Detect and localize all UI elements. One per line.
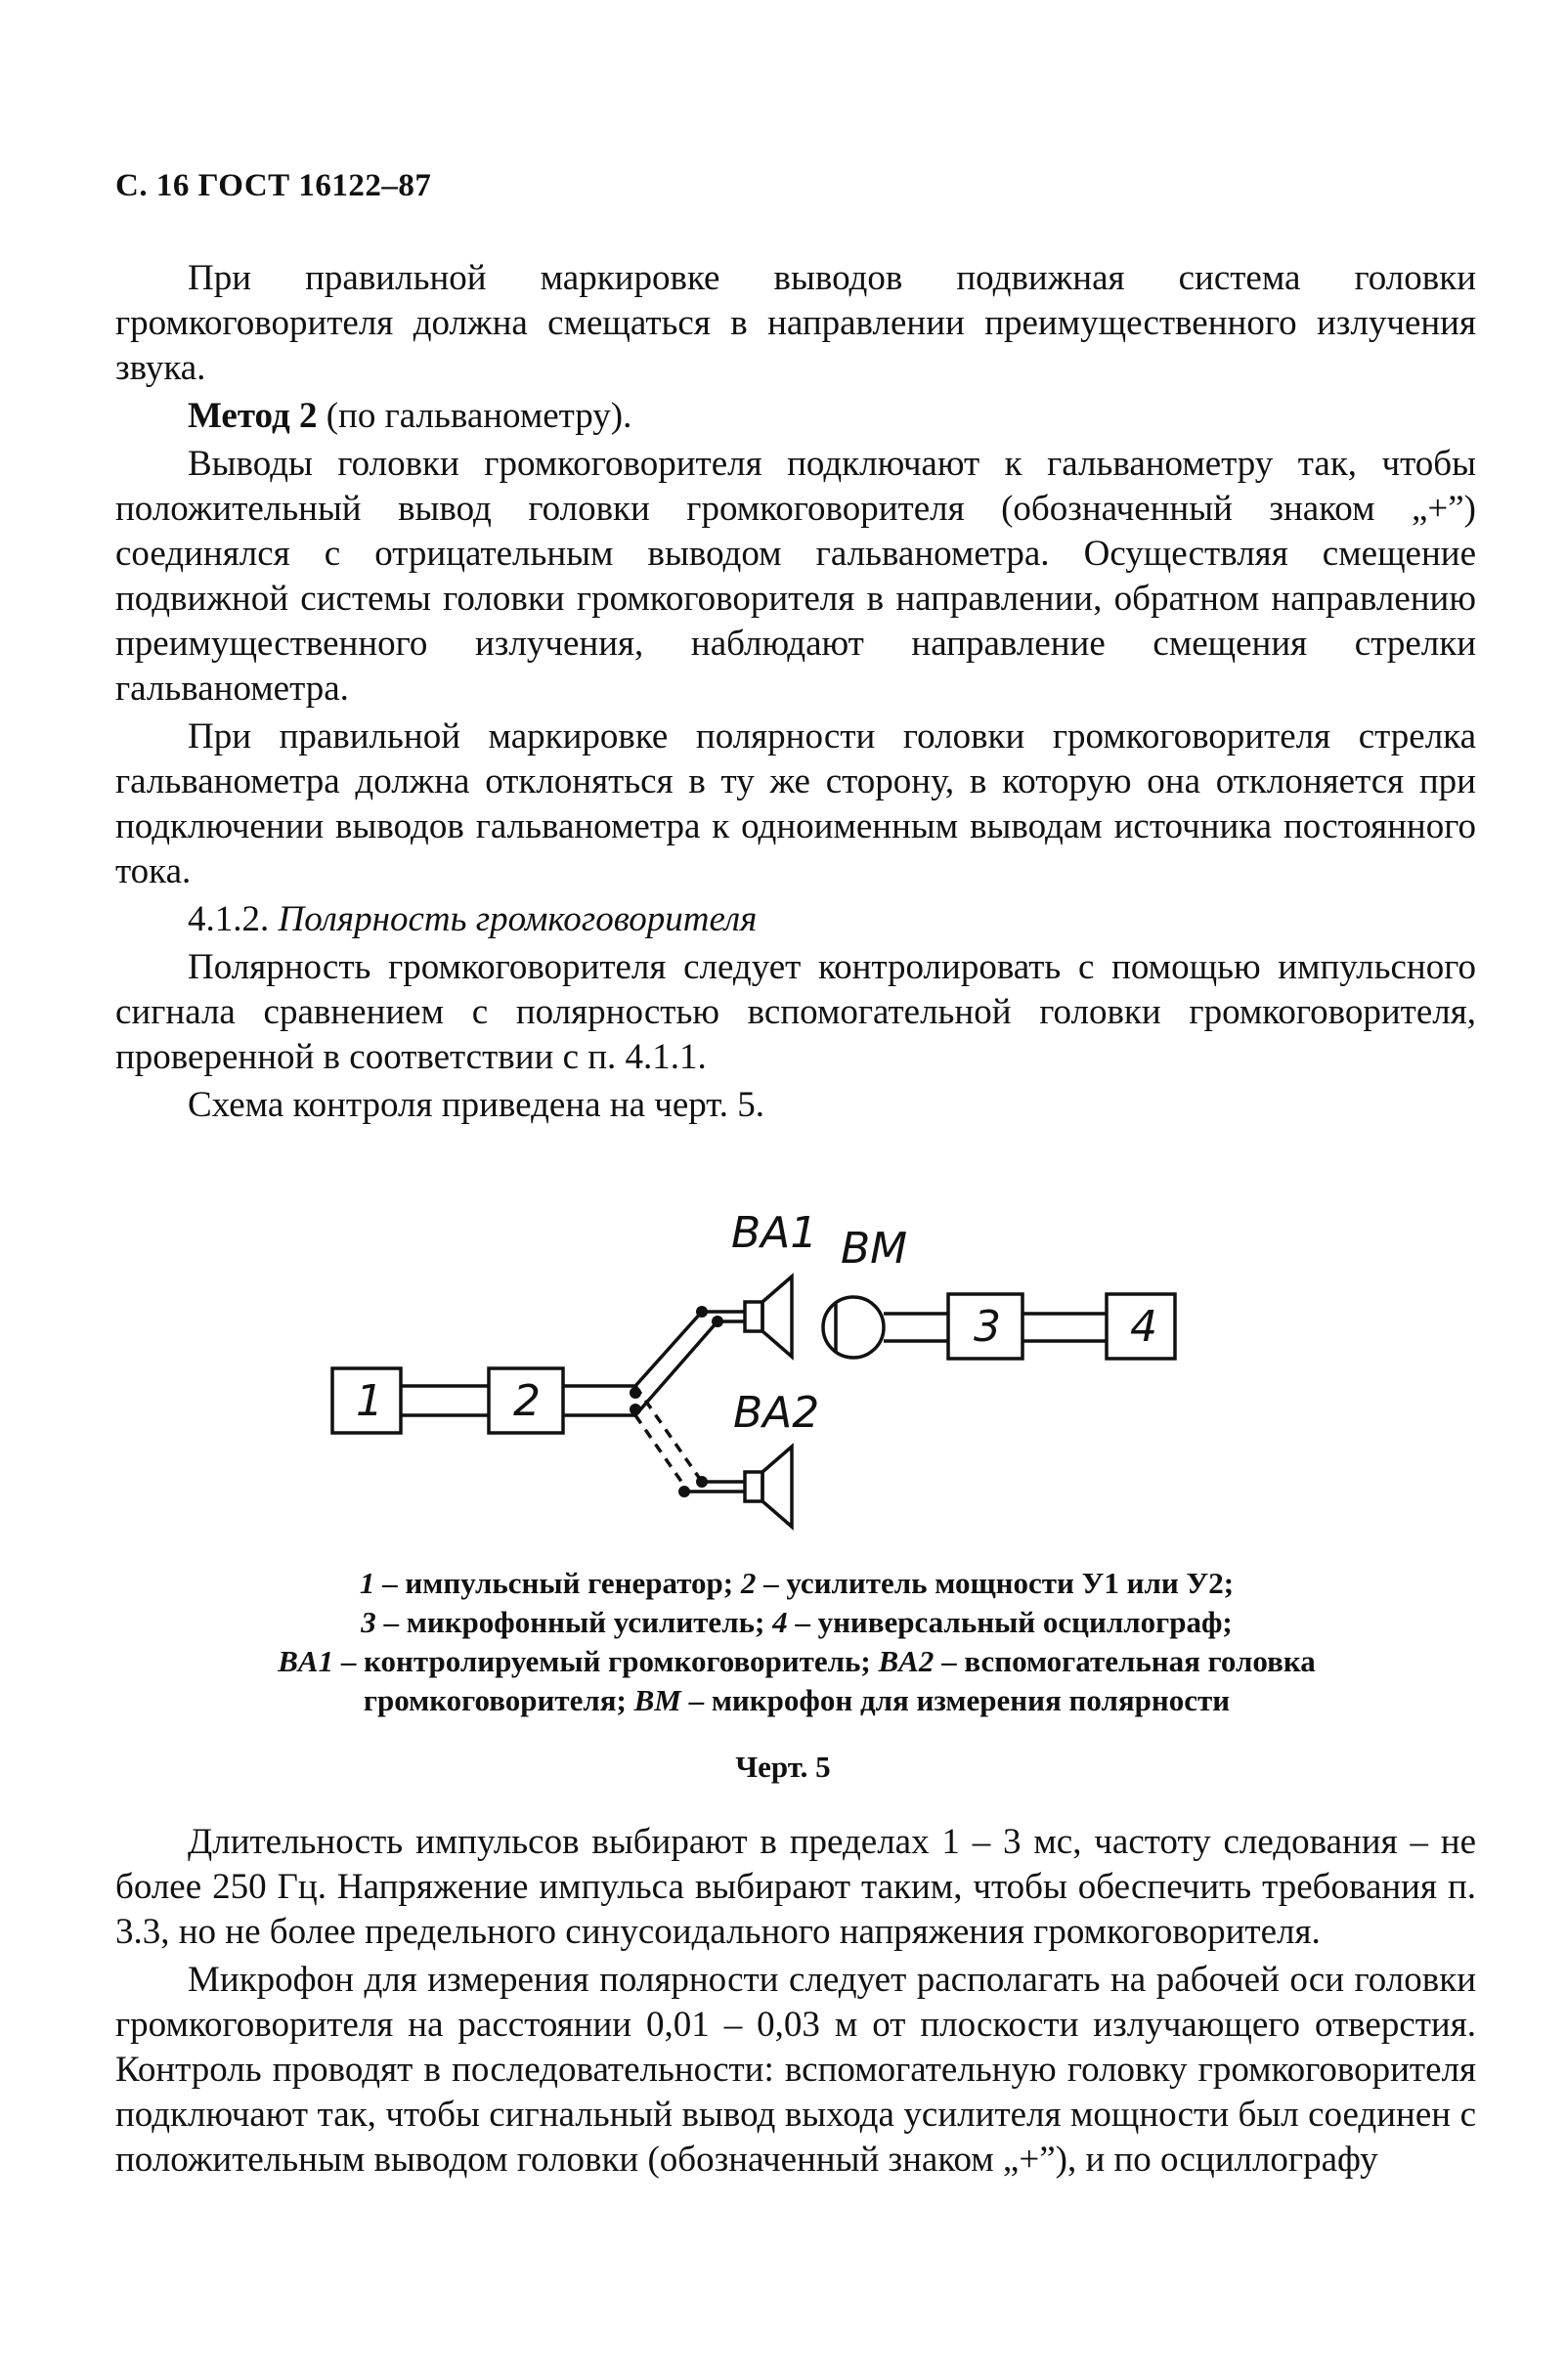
label-bm: BM [841,1224,908,1274]
paragraph: Выводы головки громкоговорителя подключают к гальванометру так, чтобы положительный вывод головки громкоговорителя (обозначенный знаком „+”) соединялся с отрицательным выводом гальванометра. Осуществляя смещение подвижной системы головки громкоговорителя в направлении, обратном направлению преимущественного излучения, наблюдают направление смещения стрелки гальванометра. [115,444,1476,709]
label-box-1: 1 [356,1376,383,1426]
caption-line: громкоговорителя; BM – микрофон для измерения полярности [363,1683,1231,1717]
text-block-bottom [115,1820,1476,2183]
connection-dot [678,1486,690,1497]
label-ba1: BA1 [731,1208,818,1258]
page-header: С. 16 ГОСТ 16122–87 [115,168,432,203]
connection-dot [696,1476,708,1488]
label-ba2: BA2 [733,1388,820,1438]
method-2-heading: Метод 2 (по гальванометру). [188,396,632,436]
label-box-3: 3 [974,1302,1001,1352]
connection-dot [712,1316,723,1327]
section-4-1-2-heading: 4.1.2. Полярность громкоговорителя [188,899,758,939]
paragraph: Схема контроля приведена на черт. 5. [188,1085,764,1125]
paragraph: Длительность импульсов выбирают в пределах 1 – 3 мс, частоту следования – не более 250 Гц. Напряжение импульса выбирают таким, чтобы обеспечить требования п. 3.3, но не более предельного синусоидального напряжения громкоговорителя. [115,1822,1476,1952]
bm-microphone [823,1297,884,1358]
connection-dot [696,1306,708,1318]
paragraph: Микрофон для измерения полярности следует располагать на рабочей оси головки громкоговорителя на расстоянии 0,01 – 0,03 м от плоскости излучающего отверстия. Контроль проводят в последовательности: вспомогательную головку громкоговорителя подключают так, чтобы сигнальный вывод выхода усилителя мощности был соединен с положительным выводом головки (обозначенный знаком „+”), и по осциллографу [115,1960,1476,2180]
caption-line: 3 – микрофонный усилитель; 4 – универсальный осциллограф; [361,1605,1233,1639]
label-box-4: 4 [1130,1302,1157,1352]
caption-line: BA1 – контролируемый громкоговоритель; BA2 – вспомогательная головка [278,1644,1316,1678]
connection-dot [630,1404,641,1415]
paragraph: При правильной маркировке полярности головки громкоговорителя стрелка гальванометра должна отклоняться в ту же сторону, в которую она отклоняется при подключении выводов гальванометра к одноименным выводам источника постоянного тока. [115,716,1476,891]
caption-line: 1 – импульсный генератор; 2 – усилитель мощности У1 или У2; [359,1566,1235,1600]
ba1-speaker-cone [762,1277,792,1357]
ba2-speaker-cone [762,1447,792,1527]
paragraph: При правильной маркировке выводов подвижная система головки громкоговорителя должна смещаться в направлении преимущественного излучения звука. [115,258,1476,388]
ba1-speaker-magnet [745,1302,762,1331]
figure-caption [196,1564,1398,1720]
control-circuit-diagram [313,1192,1281,1535]
text-block-top [115,256,1476,1128]
connection-dot [630,1387,641,1399]
label-box-2: 2 [513,1376,541,1426]
figure-number: Черт. 5 [735,1750,831,1784]
paragraph: Полярность громкоговорителя следует контролировать с помощью импульсного сигнала сравнением с полярностью вспомогательной головки громкоговорителя, проверенной в соответствии с п. 4.1.1. [115,947,1476,1077]
ba2-speaker-magnet [745,1472,762,1501]
